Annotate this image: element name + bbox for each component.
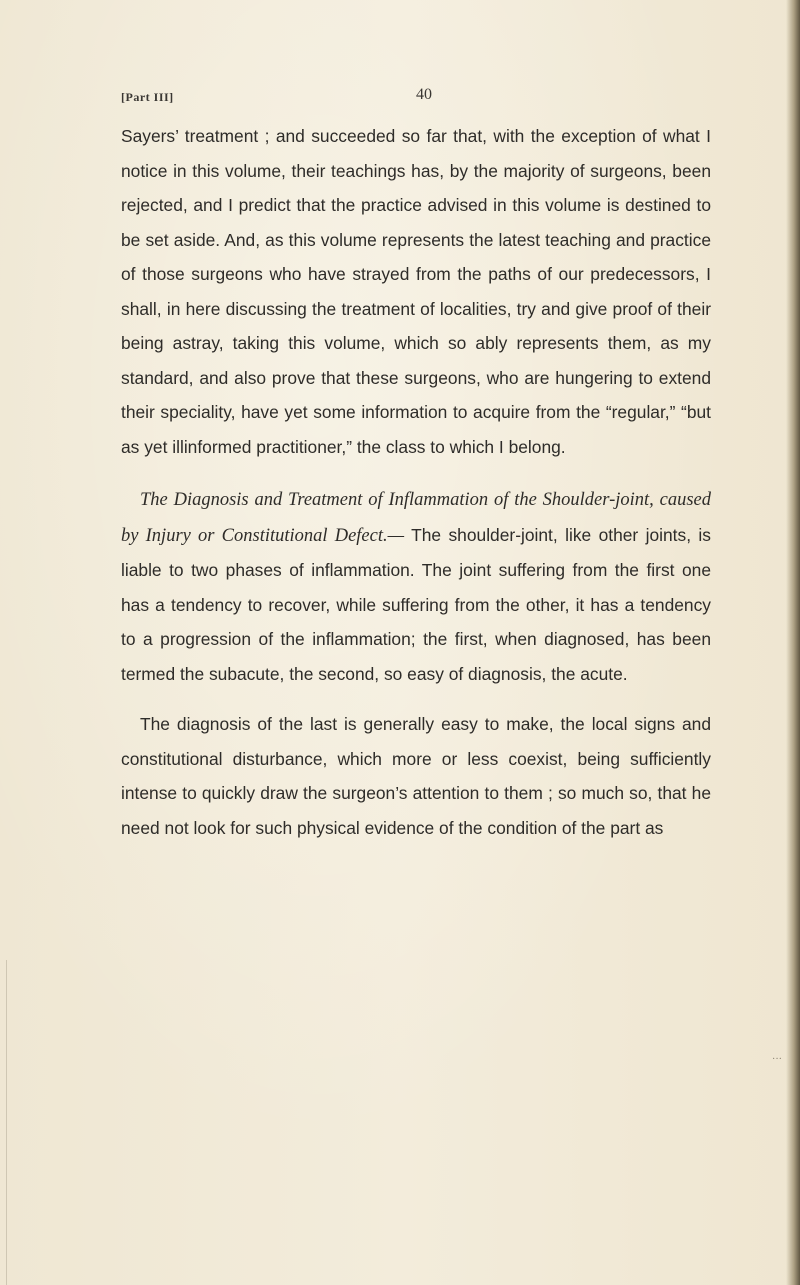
body-text [121,119,711,845]
page-fold-line [6,960,7,1285]
paragraph-3: The diagnosis of the last is generally easy to make, the local signs and constitutional disturbance, which more or less coexist, being sufficiently intense to quickly draw the surgeon’s attention to them ; so much so, that he need not look for such physical evidence of the condition of the part as [121,714,711,838]
paragraph-1: Sayers’ treatment ; and succeeded so far that, with the exception of what I notice in this volume, their teachings has, by the majority of surgeons, been rejected, and I predict that the practice advised in this volume is destined to be set aside. And, as this volume represents the latest teaching and practice of those surgeons who have strayed from the paths of our predecessors, I shall, in here discussing the treatment of localities, try and give proof of their being astray, taking this volume, which so ably represents them, as my standard, and also prove that these surgeons, who are hungering to extend their speciality, have yet some information to acquire from the “regular,” “but as yet illinformed practitioner,” the class to which I belong. [121,126,711,457]
margin-mark: ··· [772,1054,782,1065]
running-head: [Part III] [121,90,174,104]
page-edge-shadow [786,0,800,1285]
section-heading: The Diagnosis and Treatment of Inflammation of the Shoulder-joint, caused by Injury or Constitutional Defect.— [121,490,711,546]
paragraph-2 [121,482,711,691]
page-number: 40 [416,86,432,103]
paragraph-2-text: The shoulder-joint, like other joints, is liable to two phases of inflammation. The joint suffering from the first one has a tendency to recover, while suffering from the other, it has a tendency to a progression of the inflammation; the first, when diagnosed, has been termed the subacute, the second, so easy of diagnosis, the acute. [121,524,711,684]
page-header [121,86,681,108]
